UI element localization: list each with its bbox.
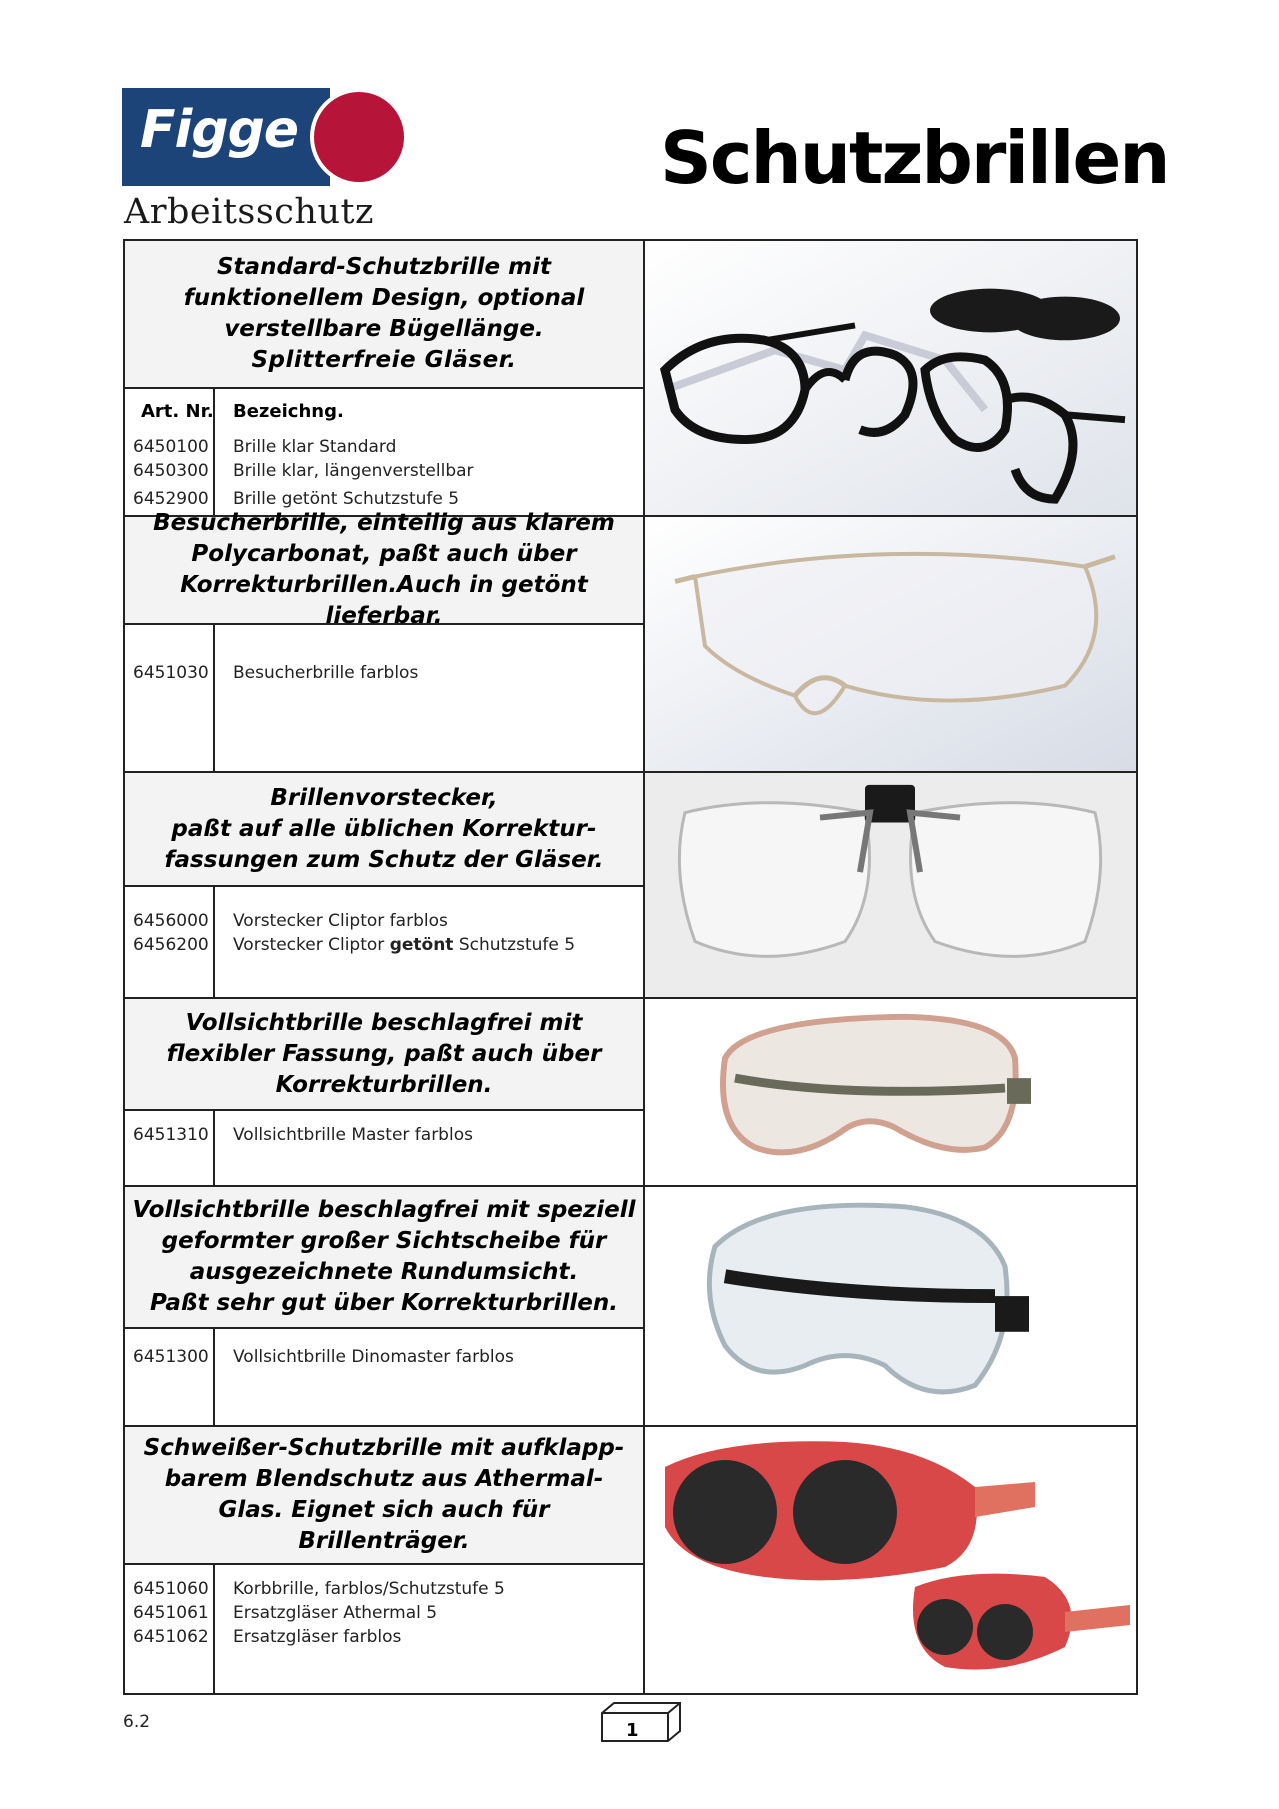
desc-line: Korrekturbrillen.Auch in getönt lieferbar. xyxy=(180,572,588,629)
article-name xyxy=(233,935,575,955)
section-info xyxy=(125,773,645,997)
product-description xyxy=(125,773,643,887)
logo-red-circle xyxy=(310,88,408,186)
header-bezeichnung: Bezeichng. xyxy=(233,401,344,422)
table-row xyxy=(125,663,643,687)
article-number: 6456000 xyxy=(133,911,209,931)
welding-goggles-photo xyxy=(645,1427,1136,1693)
article-name: Korbbrille, farblos/Schutzstufe 5 xyxy=(233,1579,505,1599)
table-row xyxy=(125,1347,643,1371)
register-tab-label: 1 xyxy=(626,1720,639,1741)
article-list xyxy=(125,1565,643,1693)
article-number: 6450300 xyxy=(133,461,209,481)
product-catalog xyxy=(123,239,1138,1695)
table-row xyxy=(125,935,643,959)
article-number: 6451030 xyxy=(133,663,209,683)
table-row xyxy=(125,437,643,461)
table-row xyxy=(125,1603,643,1627)
section-info xyxy=(125,510,645,771)
table-row xyxy=(125,1125,643,1149)
page-number: 6.2 xyxy=(123,1712,151,1732)
article-list xyxy=(125,625,643,771)
desc-line: Polycarbonat, paßt auch über xyxy=(191,541,577,567)
desc-line: geformter großer Sichtscheibe für xyxy=(161,1228,607,1254)
visitor-glasses-photo xyxy=(645,517,1136,771)
desc-line: Standard-Schutzbrille mit xyxy=(216,254,552,280)
table-row xyxy=(125,911,643,935)
section-info xyxy=(125,1187,645,1425)
product-section-visitor xyxy=(125,510,1136,773)
desc-line: Vollsichtbrille beschlagfrei mit speziell xyxy=(132,1197,636,1223)
desc-line: Brillenvorstecker, xyxy=(270,784,498,811)
article-number: 6450100 xyxy=(133,437,209,457)
section-info xyxy=(125,1427,645,1693)
product-section-welding xyxy=(125,1427,1136,1693)
article-number: 6451062 xyxy=(133,1627,209,1647)
desc-line: fassungen zum Schutz der Gläser. xyxy=(164,846,604,873)
product-description xyxy=(125,1187,643,1329)
desc-line: flexibler Fassung, paßt auch über xyxy=(166,1040,602,1067)
section-info xyxy=(125,999,645,1185)
article-name: Brille klar, längenverstellbar xyxy=(233,461,474,481)
article-name-emphasis: getönt xyxy=(389,935,454,955)
article-number: 6451061 xyxy=(133,1603,209,1623)
article-name: Besucherbrille farblos xyxy=(233,663,419,683)
desc-line: Besucherbrille, einteilig aus klarem xyxy=(153,510,615,536)
desc-line: Vollsichtbrille beschlagfrei mit xyxy=(185,1009,583,1036)
desc-line: Paßt sehr gut über Korrekturbrillen. xyxy=(150,1290,618,1316)
desc-line: paßt auf alle üblichen Korrektur- xyxy=(171,815,597,842)
product-description xyxy=(125,999,643,1111)
article-list xyxy=(125,1111,643,1185)
product-section-goggles-master xyxy=(125,999,1136,1187)
article-name: Vorstecker Cliptor farblos xyxy=(233,911,448,931)
logo-text: Figge xyxy=(140,100,299,160)
column-divider xyxy=(213,1329,215,1425)
column-divider xyxy=(213,625,215,771)
page-title: Schutzbrillen xyxy=(660,116,1169,200)
goggles-dinomaster-photo xyxy=(645,1187,1136,1425)
article-list xyxy=(125,1329,643,1425)
table-header xyxy=(125,401,643,425)
article-name: Ersatzgläser Athermal 5 xyxy=(233,1603,438,1623)
logo-subtitle: Arbeitsschutz xyxy=(124,192,374,232)
desc-line: Splitterfreie Gläser. xyxy=(251,347,517,373)
product-description xyxy=(125,510,643,629)
safety-glasses-photo xyxy=(645,241,1136,515)
desc-line: ausgezeichnete Rundumsicht. xyxy=(189,1259,579,1285)
table-row xyxy=(125,1579,643,1603)
article-number: 6456200 xyxy=(133,935,209,955)
clip-on-lens-photo xyxy=(645,773,1136,997)
table-row xyxy=(125,461,643,485)
product-section-goggles-dinomaster xyxy=(125,1187,1136,1427)
figge-logo xyxy=(122,88,408,186)
product-section-standard xyxy=(125,241,1136,517)
product-description xyxy=(125,241,643,389)
desc-line: Korrekturbrillen. xyxy=(275,1071,493,1098)
article-name: Vollsichtbrille Dinomaster farblos xyxy=(233,1347,514,1367)
article-name-part: Vorstecker Cliptor xyxy=(233,935,390,955)
desc-line: funktionellem Design, optional xyxy=(183,285,585,311)
article-name: Brille getönt Schutzstufe 5 xyxy=(233,489,460,509)
article-name: Ersatzgläser farblos xyxy=(233,1627,402,1647)
article-name-part: Schutzstufe 5 xyxy=(453,935,576,955)
product-section-clip-on xyxy=(125,773,1136,999)
article-number: 6451060 xyxy=(133,1579,209,1599)
article-name: Vollsichtbrille Master farblos xyxy=(233,1125,473,1145)
article-name: Brille klar Standard xyxy=(233,437,397,457)
article-number: 6451300 xyxy=(133,1347,209,1367)
article-list xyxy=(125,887,643,997)
header-art-nr: Art. Nr. xyxy=(141,401,214,422)
desc-line: Glas. Eignet sich auch für xyxy=(218,1497,550,1523)
table-row xyxy=(125,1627,643,1651)
desc-line: Schweißer-Schutzbrille mit aufklapp- xyxy=(143,1435,625,1461)
article-number: 6452900 xyxy=(133,489,209,509)
product-description xyxy=(125,1427,643,1565)
desc-line: barem Blendschutz aus Athermal- xyxy=(164,1466,604,1492)
section-info xyxy=(125,241,645,515)
register-tab-icon xyxy=(600,1701,682,1743)
desc-line: Brillenträger. xyxy=(298,1528,470,1554)
desc-line: verstellbare Bügellänge. xyxy=(224,316,544,342)
article-list xyxy=(125,389,643,515)
goggles-master-photo xyxy=(645,999,1136,1185)
article-number: 6451310 xyxy=(133,1125,209,1145)
